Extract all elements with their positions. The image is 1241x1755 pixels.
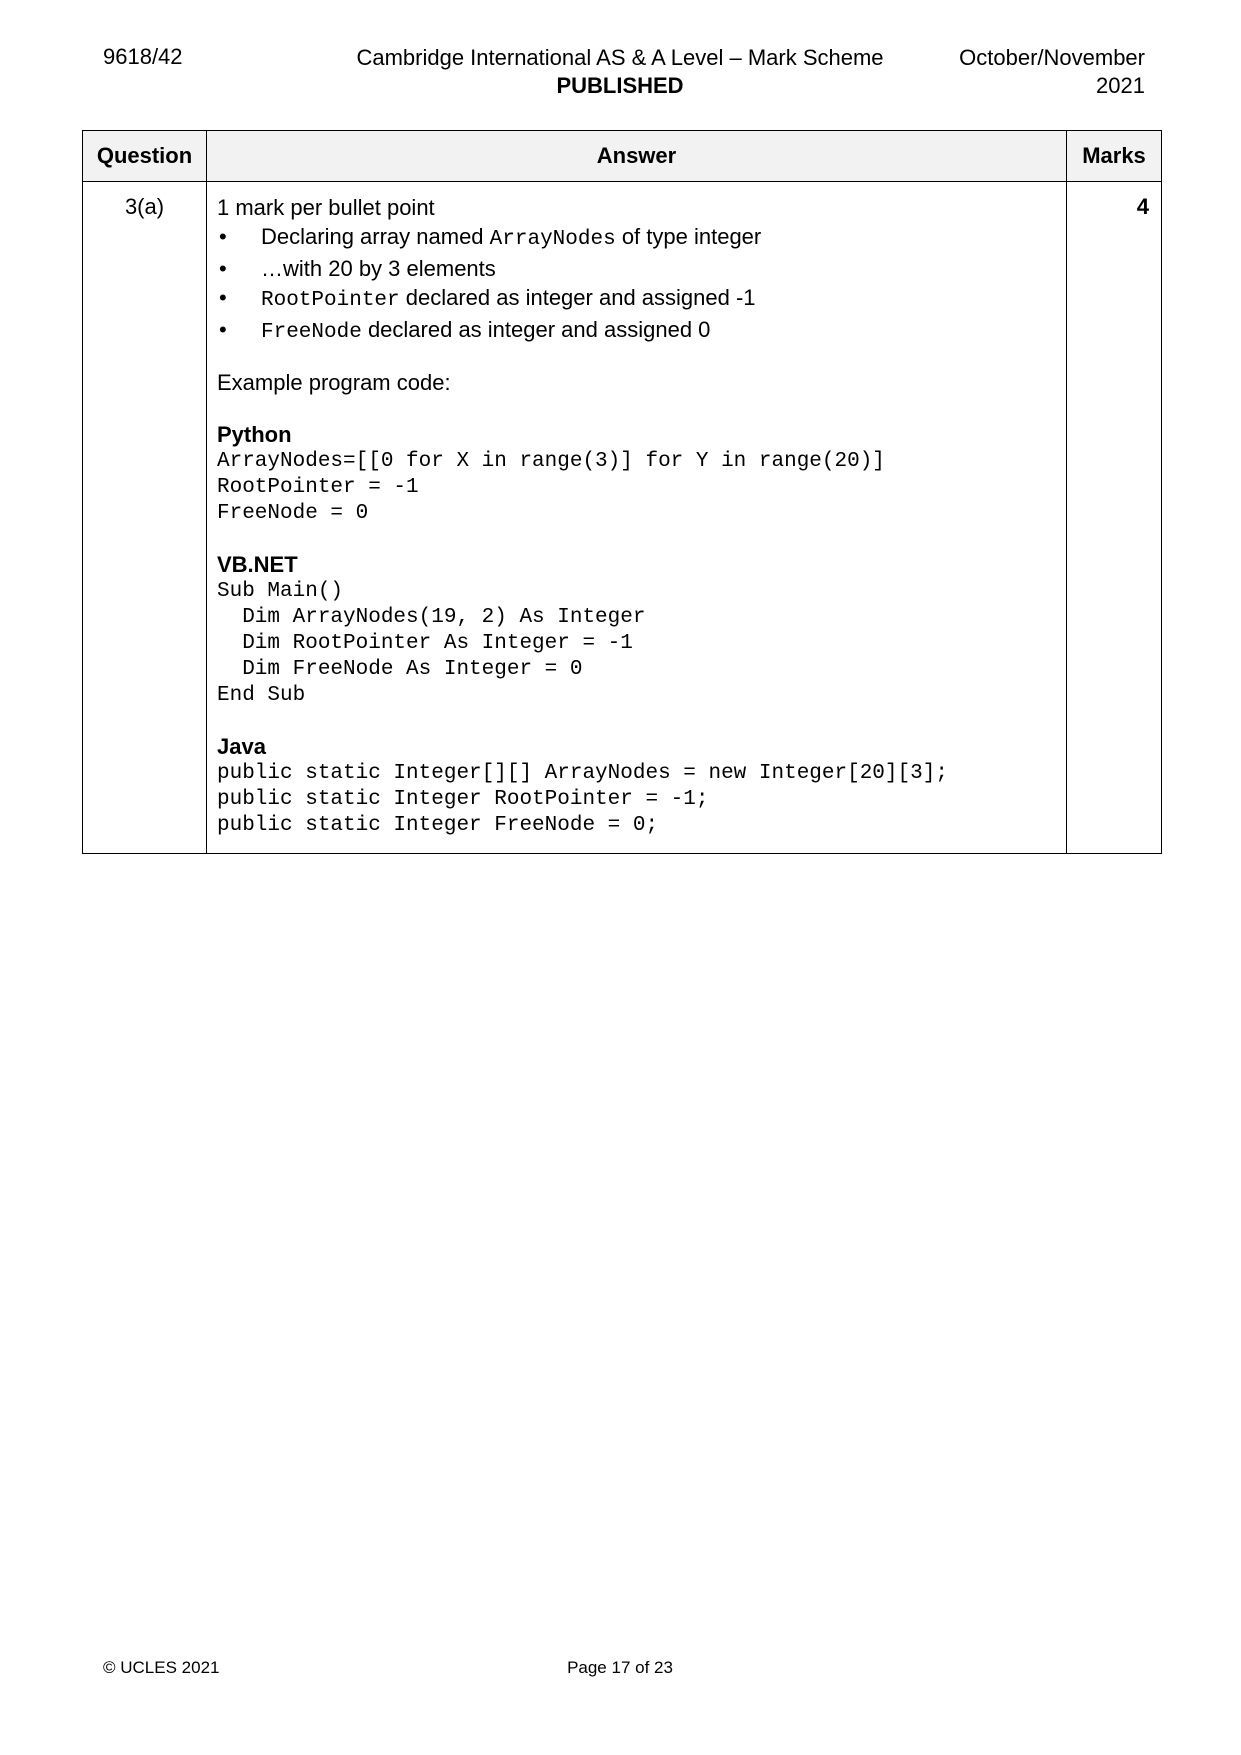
bullet-list <box>217 222 1056 347</box>
language-heading: VB.NET <box>217 552 298 577</box>
bullet-text: Declaring array named <box>261 224 490 249</box>
exam-session <box>959 44 1145 100</box>
header-marks: Marks <box>1067 131 1162 182</box>
bullet-dot: • <box>219 317 227 342</box>
bullet-item <box>217 283 1056 315</box>
language-heading: Python <box>217 422 292 447</box>
session-year: 2021 <box>1096 73 1145 98</box>
bullet-code: ArrayNodes <box>489 228 616 251</box>
session-month: October/November <box>959 45 1145 70</box>
bullet-text: declared as integer and assigned -1 <box>399 285 756 310</box>
code-block: public static Integer[][] ArrayNodes = new Integer[20][3]; public static Integer RootPointer = -1; public static Integer FreeNode = 0; <box>217 762 948 837</box>
bullet-code: FreeNode <box>261 321 362 344</box>
document-title: Cambridge International AS & A Level – Mark Scheme <box>356 45 884 70</box>
bullet-dot: • <box>219 224 227 249</box>
bullet-dot: • <box>219 285 227 310</box>
bullet-item <box>217 222 1056 254</box>
answer-cell <box>207 182 1067 854</box>
table-header-row <box>83 131 1162 182</box>
mark-scheme-table <box>82 130 1162 854</box>
header-question: Question <box>83 131 207 182</box>
example-label: Example program code: <box>217 370 451 395</box>
document-title-block <box>330 44 910 100</box>
bullet-code: RootPointer <box>261 289 400 312</box>
bullet-dot: • <box>219 256 227 281</box>
question-number: 3(a) <box>83 182 207 854</box>
language-heading: Java <box>217 734 266 759</box>
table-row <box>83 182 1162 854</box>
marks-value: 4 <box>1067 182 1162 854</box>
code-examples <box>217 421 1056 839</box>
header-answer: Answer <box>207 131 1067 182</box>
bullet-item <box>217 254 1056 283</box>
code-block: Sub Main() Dim ArrayNodes(19, 2) As Integer Dim RootPointer As Integer = -1 Dim FreeNode As Integer = 0 End Sub <box>217 580 646 707</box>
bullet-text: …with 20 by 3 elements <box>261 256 496 281</box>
page-number: Page 17 of 23 <box>567 1658 673 1677</box>
answer-intro: 1 mark per bullet point <box>217 195 435 220</box>
copyright: © UCLES 2021 <box>103 1658 220 1677</box>
bullet-text: declared as integer and assigned 0 <box>361 317 711 342</box>
published-label: PUBLISHED <box>556 73 684 98</box>
code-block: ArrayNodes=[[0 for X in range(3)] for Y in range(20)] RootPointer = -1 FreeNode = 0 <box>217 450 885 525</box>
bullet-item <box>217 315 1056 347</box>
paper-code: 9618/42 <box>103 44 183 69</box>
bullet-text: of type integer <box>615 224 762 249</box>
